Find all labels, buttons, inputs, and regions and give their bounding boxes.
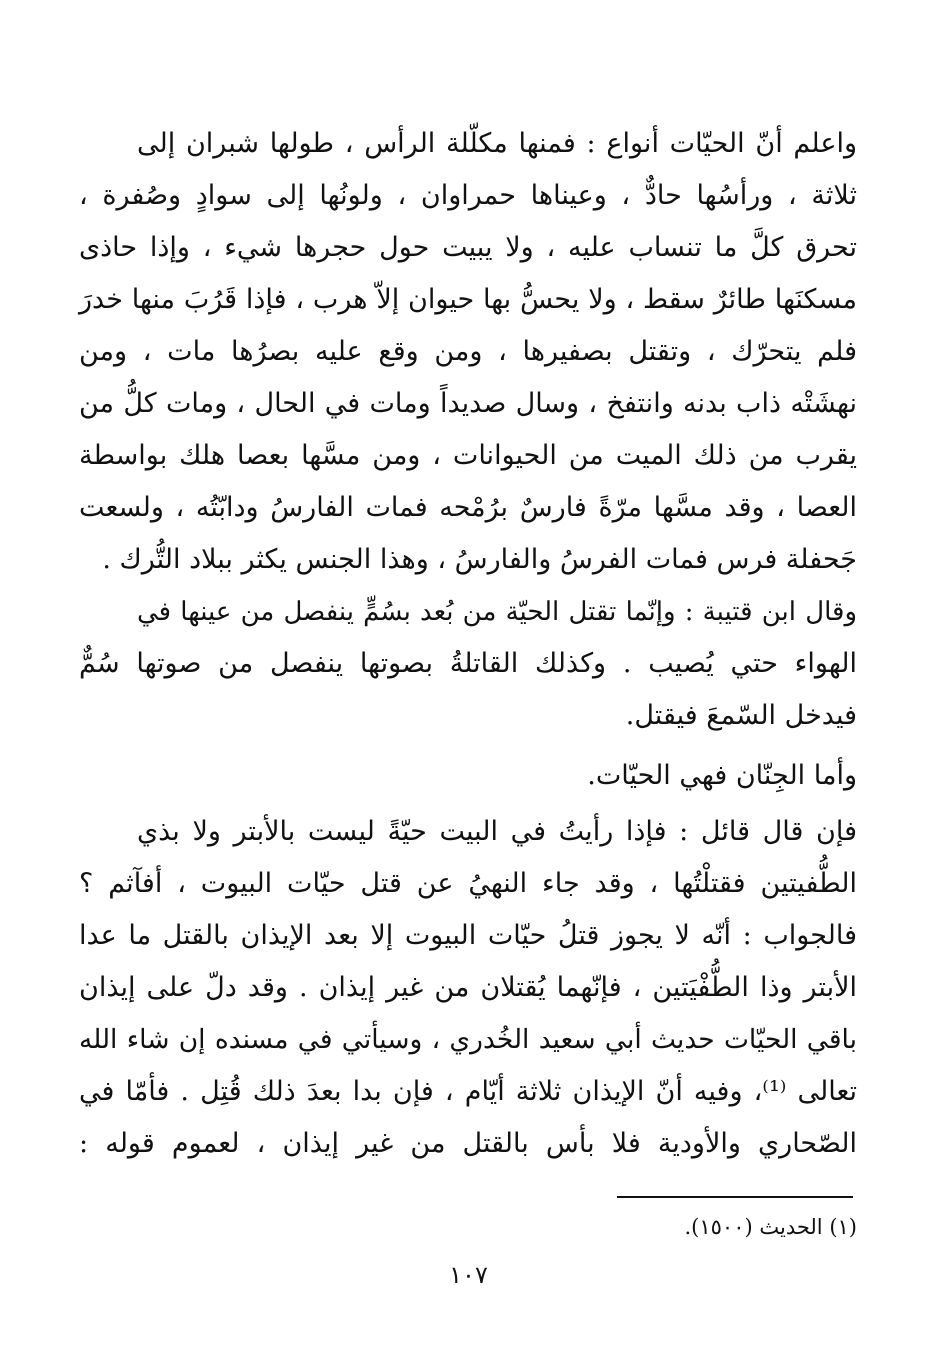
text-line: ثلاثة ، ورأسُها حادٌّ ، وعيناها حمراوان ، ولونُها إلى سوادٍ وصُفرة ، — [79, 180, 857, 211]
text-line: فلم يتحرّك ، وتقتل بصفيرها ، ومن وقع عليه بصرُها مات ، ومن — [79, 336, 857, 367]
text-line: يقرب من ذلك الميت من الحيوانات ، ومن مسَّها بعصا هلك بواسطة — [79, 440, 857, 471]
text-line: وأما الجِنّان فهي الحيّات. — [587, 760, 857, 791]
text-line: الهواء حتي يُصيب . وكذلك القاتلةُ بصوتها ينفصل من صوتها سُمٌّ — [79, 648, 857, 679]
text-line: فيدخل السّمعَ فيقتل. — [625, 700, 857, 731]
text-line: باقي الحيّات حديث أبي سعيد الخُدري ، وسيأتي في مسنده إن شاء الله — [79, 1024, 857, 1055]
footnote-separator — [617, 1196, 853, 1198]
text-line: واعلم أنّ الحيّات أنواع : فمنها مكلّلة الرأس ، طولها شبران إلى — [137, 128, 857, 159]
text-line: وقال ابن قتيبة : وإنّما تقتل الحيّة من بُعد بسُمٍّ ينفصل من عينها في — [137, 597, 857, 627]
text-line: تحرق كلَّ ما تنساب عليه ، ولا يبيت حول حجرها شيء ، وإذا حاذى — [79, 232, 857, 263]
text-line: الأبتر وذا الطُّفْيَتين ، فإنّهما يُقتلان من غير إيذان . وقد دلّ على إيذان — [79, 972, 857, 1003]
footnote: (١) الحديث (١٥٠٠). — [684, 1215, 857, 1239]
text-line: نهشَتْه ذاب بدنه وانتفخ ، وسال صديداً ومات في الحال ، ومات كلُّ من — [79, 388, 857, 419]
text-line: جَحفلة فرس فمات الفرسُ والفارسُ ، وهذا الجنس يكثر ببلاد التُّرك . — [102, 544, 857, 575]
text-line: مسكنَها طائرٌ سقط ، ولا يحسُّ بها حيوان إلاّ هرب ، فإذا قَرُبَ منها خدرَ — [79, 284, 857, 315]
text-line: العصا ، وقد مسَّها مرّةً فارسٌ برُمْحه فمات الفارسُ ودابّتُه ، ولسعت — [79, 492, 857, 523]
text-line: تعالى ⁽¹⁾، وفيه أنّ الإيذان ثلاثة أيّام ، فإن بدا بعدَ ذلك قُتِل . فأمّا في — [79, 1076, 857, 1107]
text-line: الطُّفيتين فقتلْتُها ، وقد جاء النهيُ عن قتل حيّات البيوت ، أفآثم ؟ — [79, 868, 857, 899]
text-line: فإن قال قائل : فإذا رأيتُ في البيت حيّةً ليست بالأبتر ولا بذي — [137, 816, 857, 847]
text-line: الصّحاري والأودية فلا بأس بالقتل من غير إيذان ، لعموم قوله : — [79, 1128, 857, 1159]
page-number: ١٠٧ — [449, 1261, 488, 1289]
text-line: فالجواب : أنّه لا يجوز قتلُ حيّات البيوت إلا بعد الإيذان بالقتل ما عدا — [79, 920, 857, 951]
